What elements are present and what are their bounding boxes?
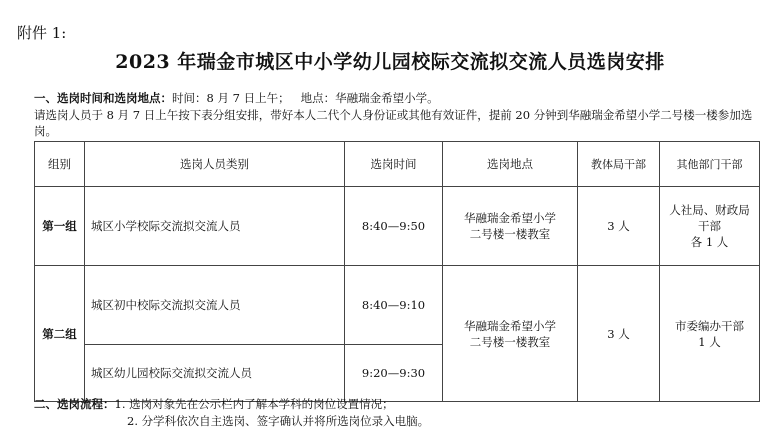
group-2-other-staff [660, 266, 760, 402]
header-other-staff: 其他部门干部 [660, 142, 760, 187]
header-category: 选岗人员类别 [85, 142, 345, 187]
group-1-location-line-1: 华融瑞金希望小学 [464, 211, 556, 225]
schedule-table [34, 141, 760, 402]
header-group: 组别 [35, 142, 85, 187]
notice-text: 请选岗人员于 8 月 7 日上午按下表分组安排，带好本人二代个人身份证或其他有效证件，提前 20 分钟到华融瑞金希望小学二号楼一楼参加选岗。 [34, 108, 753, 138]
attachment-label: 附件 1: [17, 24, 67, 42]
group-1-other-line-2: 各 1 人 [690, 235, 729, 249]
group-2-time-b: 9:20—9:30 [345, 345, 443, 402]
group-2-location-line-2: 二号楼一楼教室 [469, 334, 551, 349]
group-2-time-a: 8:40—9:10 [345, 266, 443, 345]
group-1-edu-staff: 3 人 [578, 187, 660, 266]
group-2-name: 第二组 [35, 266, 85, 402]
group-2-category-b: 城区幼儿园校际交流拟交流人员 [85, 345, 345, 402]
header-edu-staff: 教体局干部 [578, 142, 660, 187]
header-time: 选岗时间 [345, 142, 443, 187]
section-1-heading: 一、选岗时间和选岗地点： [34, 91, 172, 105]
section-1 [34, 90, 439, 106]
table-row-group-1 [35, 187, 760, 266]
group-1-time: 8:40—9:50 [345, 187, 443, 266]
group-1-category: 城区小学校际交流拟交流人员 [85, 187, 345, 266]
table-header-row [35, 142, 760, 187]
group-2-location [443, 266, 578, 402]
process-step-1: 1. 选岗对象先在公示栏内了解本学科的岗位设置情况； [114, 397, 394, 411]
table-row-group-2a [35, 266, 760, 345]
group-1-location [443, 187, 578, 266]
page-title: 2023 年瑞金市城区中小学幼儿园校际交流拟交流人员选岗安排 [115, 51, 665, 73]
group-1-other-line-1: 人社局、财政局干部 [669, 203, 750, 233]
group-2-edu-staff: 3 人 [578, 266, 660, 402]
selection-place: 地点：华融瑞金希望小学。 [300, 91, 439, 105]
group-2-location-line-1: 华融瑞金希望小学 [464, 318, 556, 333]
group-1-name: 第一组 [35, 187, 85, 266]
section-2-heading: 二、选岗流程： [34, 397, 115, 411]
group-2-other-line-1: 市委编办干部 [675, 318, 744, 333]
selection-time: 时间：8 月 7 日上午； [172, 91, 290, 105]
process-step-2: 2. 分学科依次自主选岗、签字确认并将所选岗位录入电脑。 [127, 414, 430, 428]
group-2-category-a: 城区初中校际交流拟交流人员 [85, 266, 345, 345]
group-2-other-line-2: 1 人 [698, 334, 721, 349]
group-1-location-line-2: 二号楼一楼教室 [469, 227, 551, 241]
section-2 [34, 396, 429, 430]
section-2-line-1 [34, 396, 429, 413]
group-1-other-staff [660, 187, 760, 266]
header-location: 选岗地点 [443, 142, 578, 187]
